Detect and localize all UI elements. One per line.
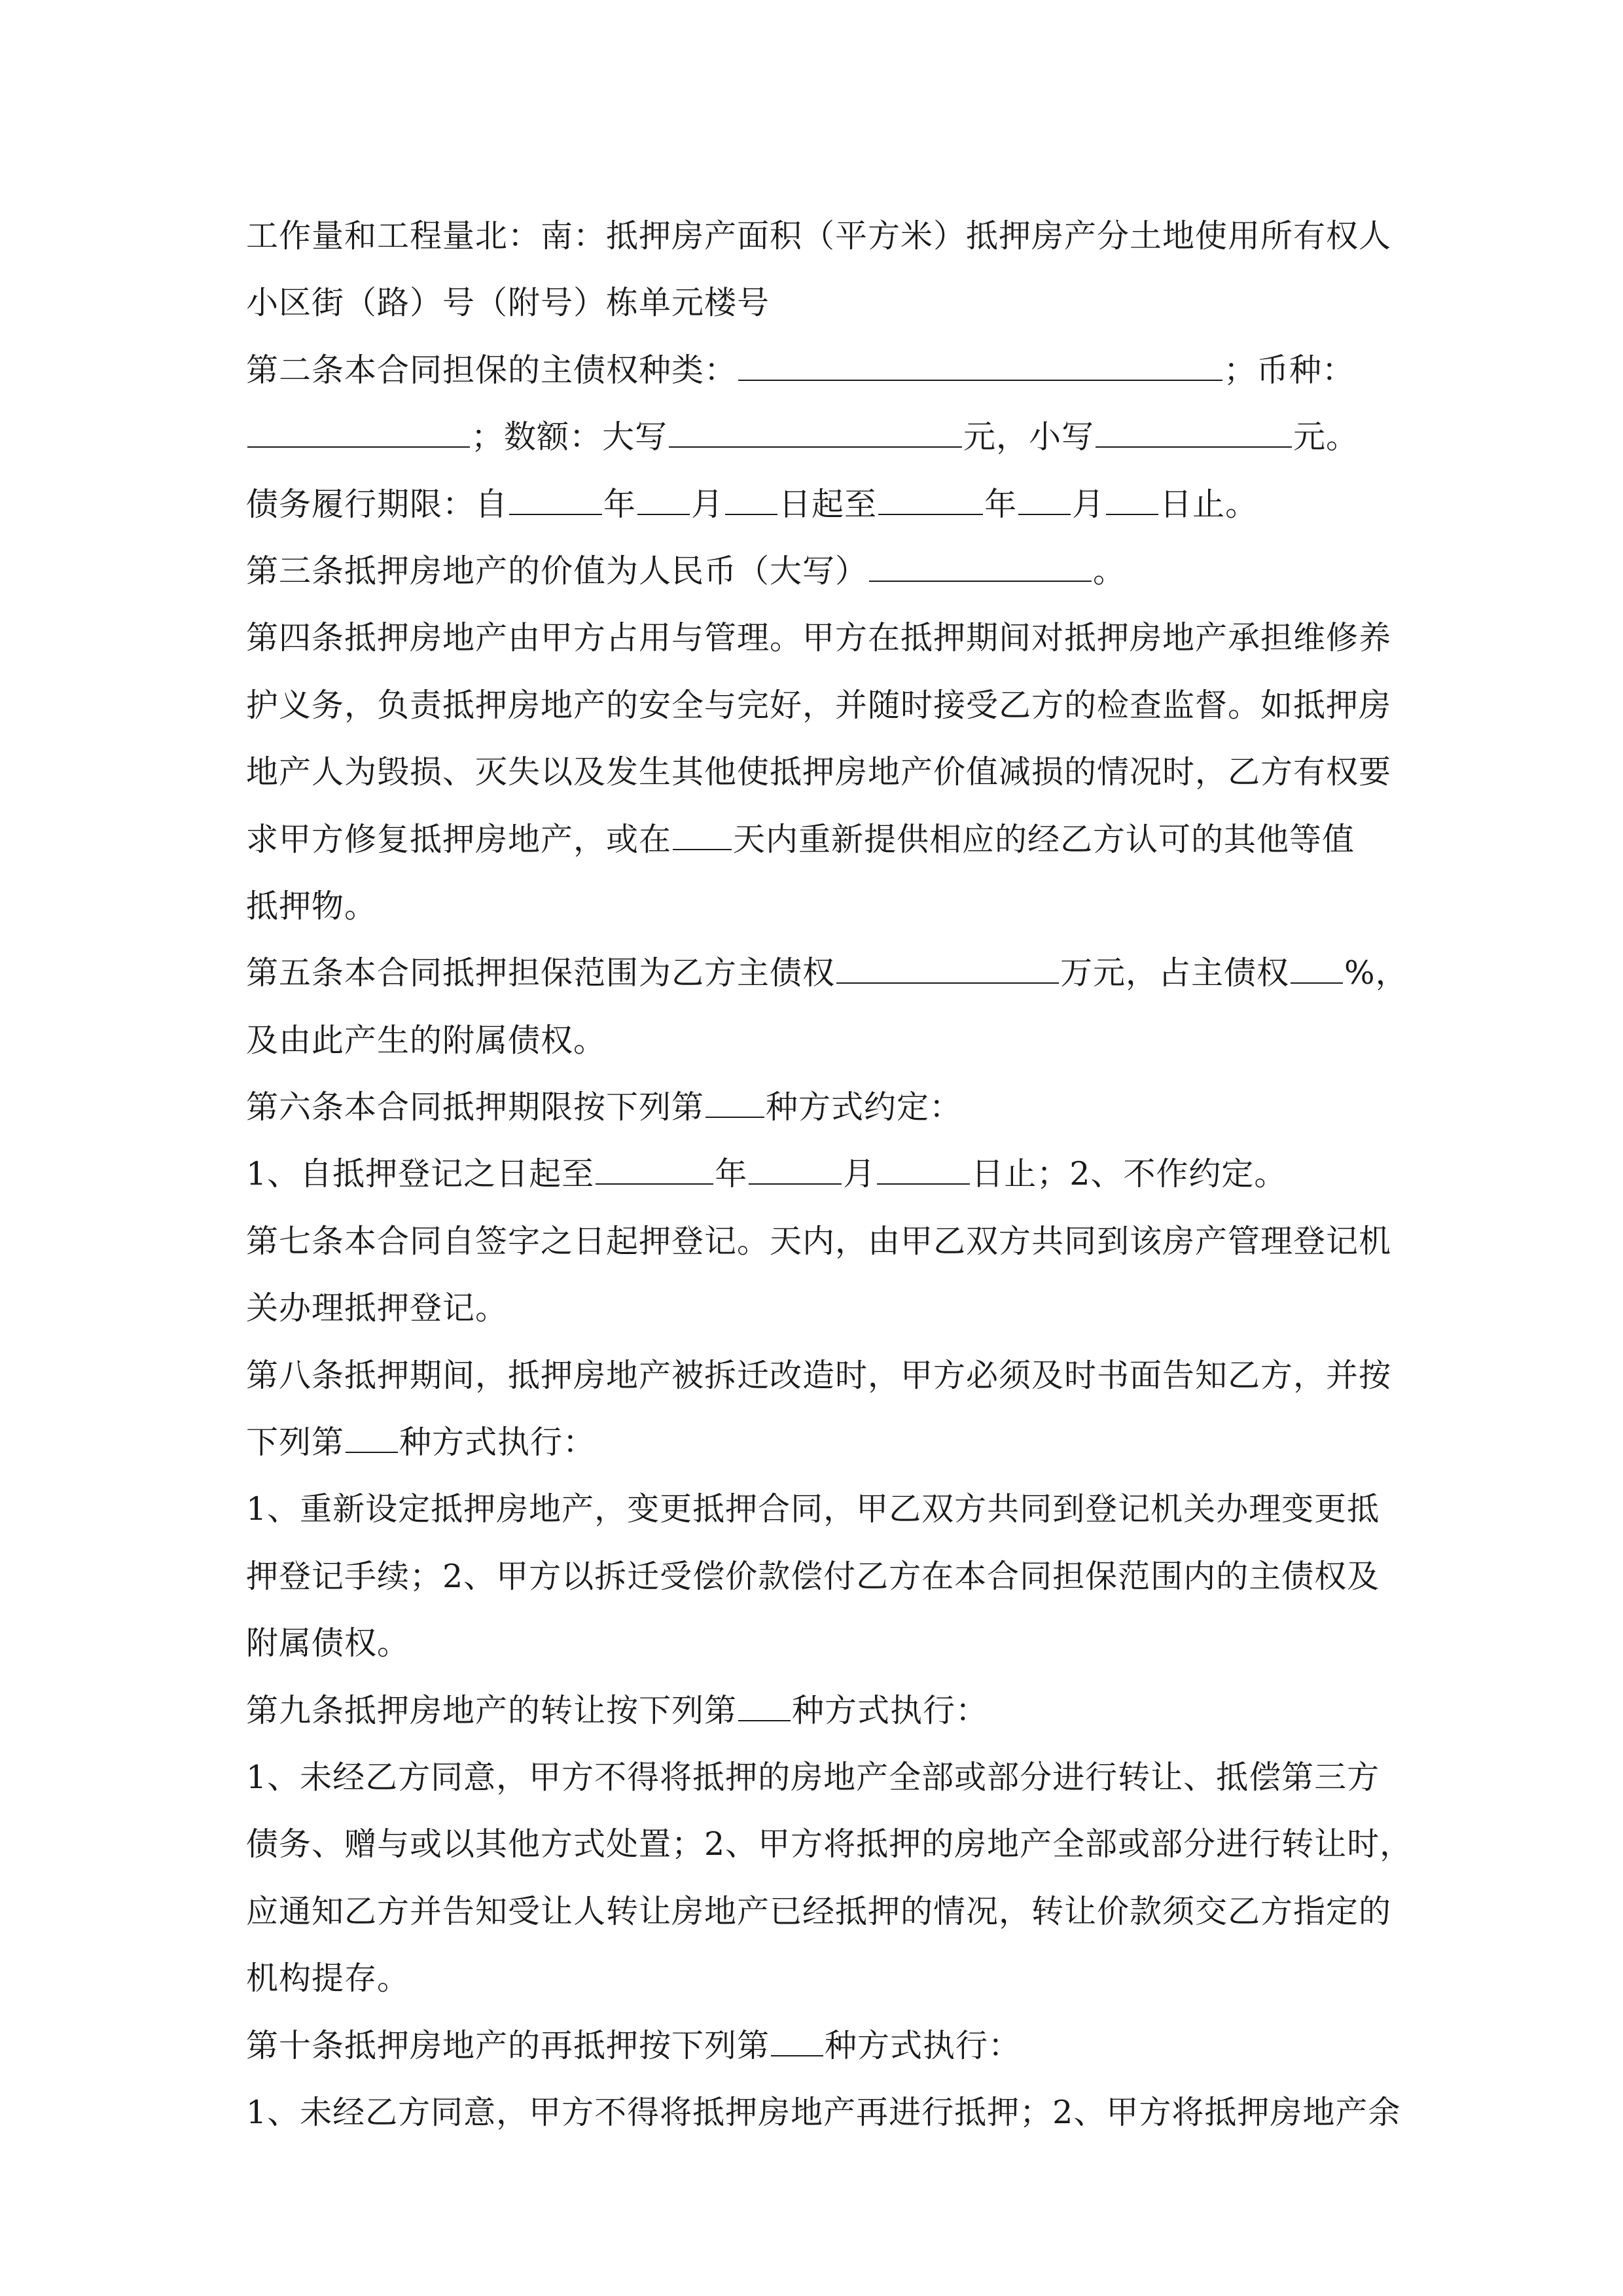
text-run: 第六条本合同抵押期限按下列第 [246, 1088, 705, 1126]
text-run: 日起至 [779, 485, 878, 523]
text-run: 及由此产生的附属债权。 [246, 1021, 607, 1059]
text-run: 日止；2、不作约定。 [971, 1155, 1287, 1193]
text-run: 小区街（路）号（附号）栋单元楼号 [246, 284, 770, 322]
text-line [246, 1208, 1398, 1275]
text-run: 第二条本合同担保的主债权种类： [246, 351, 738, 389]
text-run: 月 [843, 1155, 876, 1193]
fill-in-blank[interactable] [877, 1152, 970, 1185]
text-line [246, 739, 1398, 806]
fill-in-blank[interactable] [725, 482, 777, 515]
text-run: 天内重新提供相应的经乙方认可的其他等值 [733, 820, 1355, 858]
text-line [246, 940, 1408, 1007]
text-line [246, 270, 1398, 336]
text-line [246, 337, 1398, 404]
fill-in-blank[interactable] [509, 482, 602, 515]
text-run: 。 [1093, 552, 1126, 590]
text-line [246, 1945, 1398, 2012]
text-run: ；币种： [1224, 351, 1355, 389]
text-run: 第四条抵押房地产由甲方占用与管理。甲方在抵押期间对抵押房地产承担维修养 [246, 619, 1392, 657]
text-run: %， [1344, 954, 1408, 992]
text-run: ；数额：大写 [471, 418, 668, 456]
fill-in-blank[interactable] [1018, 482, 1071, 515]
text-run: 第九条抵押房地产的转让按下列第 [246, 1691, 738, 1729]
fill-in-blank[interactable] [878, 482, 983, 515]
text-run: 债务、赠与或以其他方式处置；2、甲方将抵押的房地产全部或部分进行转让时， [246, 1825, 1413, 1863]
document-body [246, 203, 1413, 2146]
text-line [246, 2079, 1401, 2146]
text-line [246, 1476, 1398, 1543]
text-run: 应通知乙方并告知受让人转让房地产已经抵押的情况，转让价款须交乙方指定的 [246, 1892, 1392, 1930]
text-run: 求甲方修复抵押房地产，或在 [246, 820, 672, 858]
text-run: 种方式执行： [825, 2026, 1022, 2064]
text-run: 种方式执行： [399, 1424, 596, 1462]
text-run: 万元，占主债权 [1060, 954, 1290, 992]
text-run: 1、重新设定抵押房地产，变更抵押合同，甲乙双方共同到登记机关办理变更抵 [246, 1490, 1380, 1528]
text-line [246, 1677, 1398, 1744]
fill-in-blank[interactable] [771, 2024, 823, 2056]
fill-in-blank[interactable] [1106, 482, 1158, 515]
text-run: 第三条抵押房地产的价值为人民币（大写） [246, 552, 868, 590]
text-line [246, 1811, 1413, 1878]
text-line [246, 1007, 1398, 1074]
text-line [246, 672, 1398, 739]
text-run: 工作量和工程量北：南：抵押房产面积（平方米）抵押房产分土地使用所有权人 [246, 217, 1392, 255]
text-line [246, 1610, 1398, 1677]
text-line [246, 1543, 1398, 1610]
text-run: 年 [984, 485, 1018, 523]
text-run: 机构提存。 [246, 1960, 410, 1998]
text-run: 元。 [1293, 418, 1359, 456]
text-line [246, 1275, 1398, 1342]
text-line [246, 471, 1398, 538]
text-run: 月 [1072, 485, 1105, 523]
text-run: 护义务，负责抵押房地产的安全与完好，并随时接受乙方的检查监督。如抵押房 [246, 686, 1392, 724]
text-run: 种方式约定： [766, 1088, 963, 1126]
fill-in-blank[interactable] [738, 348, 1222, 381]
text-run: 关办理抵押登记。 [246, 1289, 508, 1327]
text-line [246, 404, 1398, 471]
text-line [246, 873, 1398, 940]
text-line [246, 605, 1398, 672]
text-run: 附属债权。 [246, 1624, 410, 1662]
text-line [246, 538, 1398, 605]
text-line [246, 1074, 1398, 1141]
text-run: 抵押物。 [246, 887, 378, 925]
fill-in-blank[interactable] [637, 482, 690, 515]
text-run: 1、自抵押登记之日起至 [246, 1155, 595, 1193]
text-line [246, 1342, 1398, 1409]
fill-in-blank[interactable] [669, 415, 962, 448]
text-line [246, 2013, 1398, 2079]
text-run: 元，小写 [963, 418, 1095, 456]
fill-in-blank[interactable] [749, 1152, 842, 1185]
fill-in-blank[interactable] [1291, 951, 1343, 984]
fill-in-blank[interactable] [705, 1085, 764, 1118]
text-run: 债务履行期限：自 [246, 485, 508, 523]
fill-in-blank[interactable] [1096, 415, 1292, 448]
text-run: 种方式执行： [792, 1691, 989, 1729]
text-run: 日止。 [1160, 485, 1258, 523]
text-line [246, 806, 1398, 873]
text-run: 下列第 [246, 1424, 345, 1462]
fill-in-blank[interactable] [346, 1420, 398, 1453]
fill-in-blank[interactable] [836, 951, 1059, 984]
text-run: 第七条本合同自签字之日起押登记。天内，由甲乙双方共同到该房产管理登记机 [246, 1222, 1392, 1260]
text-line [246, 1744, 1398, 1811]
text-line [246, 203, 1398, 270]
fill-in-blank[interactable] [247, 415, 470, 448]
text-line [246, 1409, 1398, 1476]
text-run: 1、未经乙方同意，甲方不得将抵押房地产再进行抵押；2、甲方将抵押房地产余 [246, 2093, 1401, 2131]
text-run: 第五条本合同抵押担保范围为乙方主债权 [246, 954, 836, 992]
text-run: 第八条抵押期间，抵押房地产被拆迁改造时，甲方必须及时书面告知乙方，并按 [246, 1356, 1392, 1394]
text-line [246, 1141, 1398, 1208]
text-run: 第十条抵押房地产的再抵押按下列第 [246, 2026, 770, 2064]
text-line [246, 1878, 1398, 1945]
text-run: 年 [603, 485, 637, 523]
text-run: 年 [715, 1155, 748, 1193]
text-run: 地产人为毁损、灭失以及发生其他使抵押房地产价值减损的情况时，乙方有权要 [246, 753, 1392, 791]
text-run: 1、未经乙方同意，甲方不得将抵押的房地产全部或部分进行转让、抵偿第三方 [246, 1758, 1380, 1796]
text-run: 押登记手续；2、甲方以拆迁受偿价款偿付乙方在本合同担保范围内的主债权及 [246, 1557, 1380, 1595]
text-run: 月 [691, 485, 724, 523]
fill-in-blank[interactable] [596, 1152, 713, 1185]
fill-in-blank[interactable] [869, 549, 1092, 582]
fill-in-blank[interactable] [738, 1689, 791, 1721]
fill-in-blank[interactable] [673, 817, 732, 850]
